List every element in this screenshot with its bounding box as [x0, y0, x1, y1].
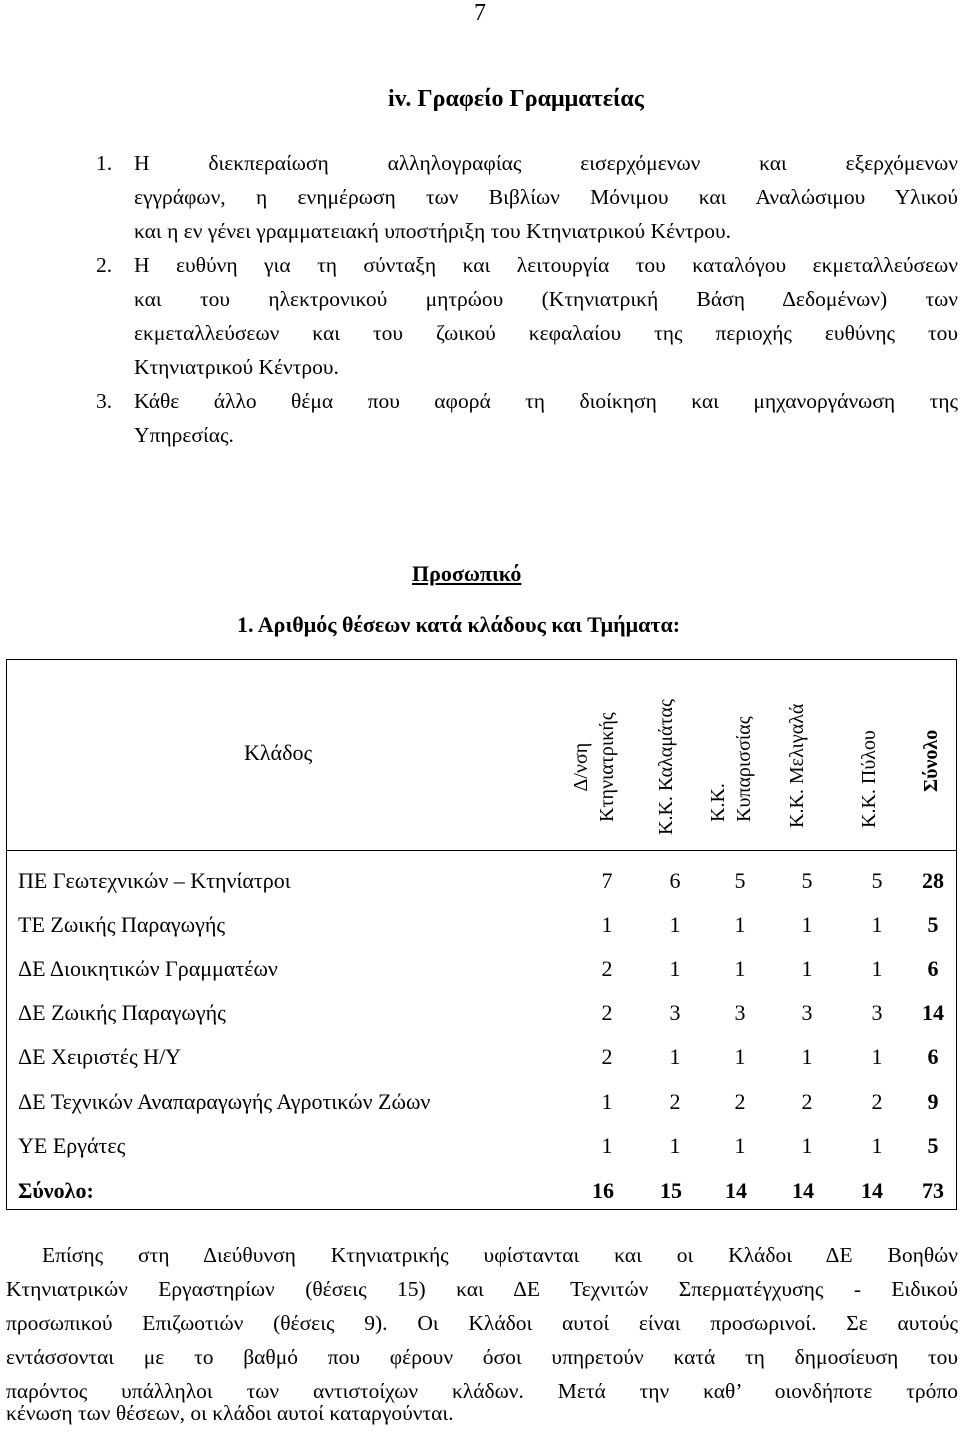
branch-header: Κλάδος: [244, 740, 313, 765]
table-row-label: ΔΕ Χειριστές Η/Υ: [18, 1044, 182, 1069]
col-header-kalamata: [653, 699, 679, 835]
table-cell: 5: [871, 868, 883, 893]
list-item: [134, 180, 958, 214]
table-cell-total: 14: [922, 1000, 944, 1025]
closing-line: κένωση των θέσεων, οι κλάδοι αυτοί καταργούνται.: [6, 1401, 454, 1425]
table-cell-total: 15: [660, 1178, 682, 1203]
table-cell: 1: [734, 1044, 746, 1069]
table-cell: 1: [871, 1133, 883, 1158]
col-header-line: Κ.Κ. Μελιγαλά: [786, 703, 808, 828]
table-cell: 2: [601, 1044, 613, 1069]
table-cell: 1: [734, 912, 746, 937]
item-line: Υπηρεσίας.: [134, 423, 234, 447]
table-cell-total: 5: [927, 1133, 939, 1158]
item-line: και του ηλεκτρονικού μητρώου (Κτηνιατρική Βάση Δεδομένων) των: [134, 287, 958, 311]
table-cell-total: 6: [927, 1044, 939, 1069]
closing-line: προσωπικού Επιζωοτιών (θέσεις 9). Οι Κλάδοι αυτοί είναι προσωρινοί. Σε αυτούς: [6, 1311, 958, 1335]
table-row-label: ΠΕ Γεωτεχνικών – Κτηνίατροι: [18, 868, 291, 893]
closing-line: εντάσσονται με το βαθμό που φέρουν όσοι υπηρετούν κατά τη δημοσίευση του: [6, 1345, 958, 1369]
table-cell: 3: [669, 1000, 681, 1025]
table-cell-total: 28: [922, 868, 944, 893]
item-line: εγγράφων, η ενημέρωση των Βιβλίων Μόνιμου και Αναλώσιμου Υλικού: [134, 185, 958, 209]
table-cell-grand-total: 73: [922, 1178, 944, 1203]
list-item: [134, 146, 958, 180]
table-cell: 3: [734, 1000, 746, 1025]
closing-paragraph: [42, 1238, 958, 1272]
closing-paragraph: [6, 1340, 958, 1374]
item-line: Η διεκπεραίωση αλληλογραφίας εισερχόμενων και εξερχόμενων: [134, 151, 958, 175]
col-header-kyparissia: [705, 716, 757, 822]
table-cell: 2: [601, 956, 613, 981]
table-cell-total: 5: [927, 912, 939, 937]
col-header-line: Δ/νση: [570, 742, 592, 792]
list-item: [134, 384, 958, 418]
col-header-line: Κ.Κ. Καλαμάτας: [655, 699, 677, 835]
col-header-meligala: [784, 704, 810, 828]
table-cell: 1: [871, 1044, 883, 1069]
col-header-pylos: [856, 730, 882, 828]
col-header-directorate: [568, 712, 620, 822]
table-cell: 1: [601, 1089, 613, 1114]
table-cell: 2: [601, 1000, 613, 1025]
closing-paragraph: [6, 1272, 958, 1306]
table-cell: 6: [669, 868, 681, 893]
col-header-line: Κ.Κ. Πύλου: [858, 730, 880, 828]
table-cell-total: 9: [927, 1089, 939, 1114]
col-header-line: Κτηνιατρικής: [596, 712, 618, 822]
list-item: [134, 248, 958, 282]
table-cell: 1: [801, 912, 813, 937]
table-cell: 1: [601, 1133, 613, 1158]
table-cell: 1: [801, 1133, 813, 1158]
closing-paragraph: [6, 1306, 958, 1340]
staff-title: Προσωπικό: [412, 561, 522, 586]
table-row-label: ΔΕ Διοικητικών Γραμματέων: [18, 956, 278, 981]
table-cell-total: 14: [792, 1178, 814, 1203]
section-title: iv. Γραφείο Γραμματείας: [388, 86, 644, 112]
list-item: [134, 282, 958, 316]
table-cell: 1: [871, 956, 883, 981]
col-header-line: Κυπαρισσίας: [733, 716, 755, 822]
item-number: 1.: [96, 151, 113, 175]
table-cell: 1: [871, 912, 883, 937]
table-cell: 3: [801, 1000, 813, 1025]
list-item: [134, 316, 958, 350]
closing-line: παρόντος υπάλληλοι των αντιστοίχων κλάδων. Μετά την καθ’ οιονδήποτε τρόπο: [6, 1379, 958, 1403]
table-row-label: ΔΕ Τεχνικών Αναπαραγωγής Αγροτικών Ζώων: [18, 1089, 431, 1114]
table-cell: 1: [734, 956, 746, 981]
table-cell: 2: [801, 1089, 813, 1114]
table-row-label: ΤΕ Ζωικής Παραγωγής: [18, 912, 226, 937]
table-cell: 1: [669, 1044, 681, 1069]
table-cell: 1: [734, 1133, 746, 1158]
table-cell: 5: [734, 868, 746, 893]
table-cell: 2: [734, 1089, 746, 1114]
col-header-line: Κ.Κ.: [707, 783, 729, 822]
item-line: Η ευθύνη για τη σύνταξη και λειτουργία του καταλόγου εκμεταλλεύσεων: [134, 253, 958, 277]
table-cell: 1: [601, 912, 613, 937]
col-header-line: Σύνολο: [920, 729, 942, 792]
item-number: 3.: [96, 389, 113, 413]
table-cell: 3: [871, 1000, 883, 1025]
table-cell: 2: [669, 1089, 681, 1114]
table-cell: 1: [669, 956, 681, 981]
item-line: Κάθε άλλο θέμα που αφορά τη διοίκηση και μηχανοργάνωση της: [134, 389, 958, 413]
closing-line: Κτηνιατρικών Εργαστηρίων (θέσεις 15) και ΔΕ Τεχνιτών Σπερματέγχυσης - Ειδικού: [6, 1277, 958, 1301]
table-cell: 1: [801, 1044, 813, 1069]
table-cell-total: 16: [592, 1178, 614, 1203]
item-line: Κτηνιατρικού Κέντρου.: [134, 355, 339, 379]
staff-subtitle: 1. Αριθμός θέσεων κατά κλάδους και Τμήματα:: [237, 612, 681, 637]
table-totals-label: Σύνολο:: [18, 1178, 94, 1203]
table-cell: 5: [801, 868, 813, 893]
item-line: και η εν γένει γραμματειακή υποστήριξη του Κτηνιατρικού Κέντρου.: [134, 219, 731, 243]
item-line: εκμεταλλεύσεων και του ζωικού κεφαλαίου της περιοχής ευθύνης του: [134, 321, 958, 345]
table-cell: 7: [601, 868, 613, 893]
table-cell-total: 14: [861, 1178, 883, 1203]
table-cell-total: 6: [927, 956, 939, 981]
item-number: 2.: [96, 253, 113, 277]
table-row-label: ΔΕ Ζωικής Παραγωγής: [18, 1000, 226, 1025]
table-header-divider: [6, 850, 957, 851]
col-header-total: [918, 730, 944, 792]
table-cell: 2: [871, 1089, 883, 1114]
page-number: 7: [474, 0, 486, 26]
table-cell: 1: [669, 1133, 681, 1158]
table-cell: 1: [669, 912, 681, 937]
closing-line: Επίσης στη Διεύθυνση Κτηνιατρικής υφίστανται και οι Κλάδοι ΔΕ Βοηθών: [42, 1243, 958, 1267]
table-cell-total: 14: [725, 1178, 747, 1203]
table-row-label: ΥΕ Εργάτες: [18, 1133, 126, 1158]
table-cell: 1: [801, 956, 813, 981]
